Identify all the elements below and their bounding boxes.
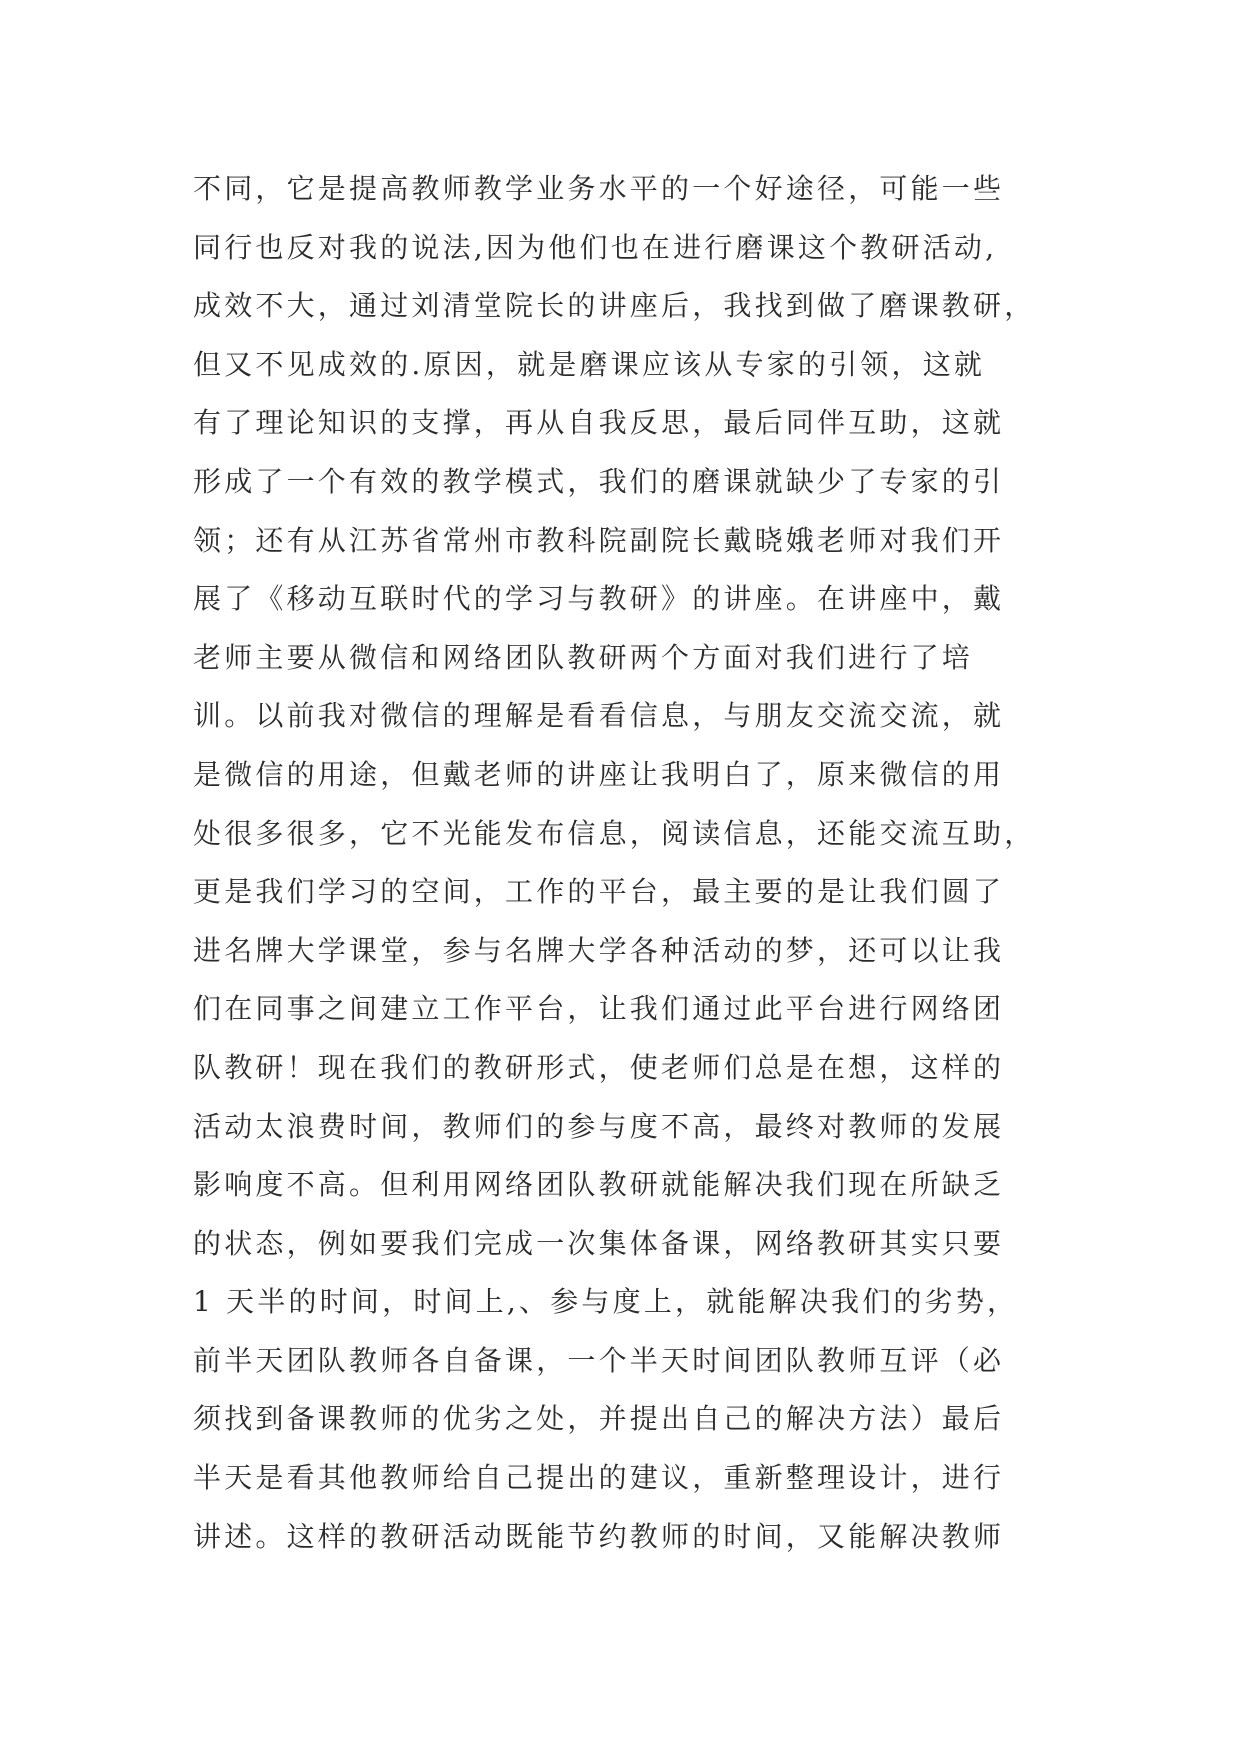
text-line: 是微信的用途，但戴老师的讲座让我明白了，原来微信的用 [193, 757, 1005, 791]
text-line: 同行也反对我的说法,因为他们也在进行磨课这个教研活动, [193, 230, 998, 264]
text-line: 形成了一个有效的教学模式，我们的磨课就缺少了专家的引 [193, 464, 1005, 498]
text-line: 老师主要从微信和网络团队教研两个方面对我们进行了培 [193, 640, 974, 674]
text-line: 领；还有从江苏省常州市教科院副院长戴晓娥老师对我们开 [193, 523, 1005, 557]
text-line: 进名牌大学课堂，参与名牌大学各种活动的梦，还可以让我 [193, 933, 1005, 967]
text-line: 影响度不高。但利用网络团队教研就能解决我们现在所缺乏 [193, 1168, 1005, 1202]
text-line: 成效不大，通过刘清堂院长的讲座后，我找到做了磨课教研， [193, 289, 1036, 323]
text-line: 活动太浪费时间，教师们的参与度不高，最终对教师的发展 [193, 1109, 1005, 1143]
text-line: 处很多很多，它不光能发布信息，阅读信息，还能交流互助， [193, 816, 1036, 850]
text-line: 的状态，例如要我们完成一次集体备课，网络教研其实只要 [193, 1226, 1005, 1260]
text-line: 讲述。这样的教研活动既能节约教师的时间，又能解决教师 [193, 1519, 1005, 1553]
text-line: 训。以前我对微信的理解是看看信息，与朋友交流交流，就 [193, 699, 1005, 733]
text-line: 前半天团队教师各自备课，一个半天时间团队教师互评（必 [193, 1343, 1005, 1377]
text-line: 但又不见成效的.原因，就是磨课应该从专家的引领，这就 [193, 347, 986, 381]
text-line: 展了《移动互联时代的学习与教研》的讲座。在讲座中，戴 [193, 582, 1005, 616]
text-line: 更是我们学习的空间，工作的平台，最主要的是让我们圆了 [193, 875, 1005, 909]
text-line: 有了理论知识的支撑，再从自我反思，最后同伴互助，这就 [193, 406, 1005, 440]
text-line: 1 天半的时间，时间上,、参与度上，就能解决我们的劣势， [193, 1285, 1019, 1319]
text-line: 不同，它是提高教师教学业务水平的一个好途径，可能一些 [193, 172, 1005, 205]
text-line: 半天是看其他教师给自己提出的建议，重新整理设计，进行 [193, 1461, 1005, 1495]
body-text [193, 160, 1093, 1566]
text-line: 须找到备课教师的优劣之处，并提出自己的解决方法）最后 [193, 1402, 1005, 1436]
text-line: 们在同事之间建立工作平台，让我们通过此平台进行网络团 [193, 992, 1005, 1026]
text-line: 队教研！现在我们的教研形式，使老师们总是在想，这样的 [193, 1050, 1005, 1084]
